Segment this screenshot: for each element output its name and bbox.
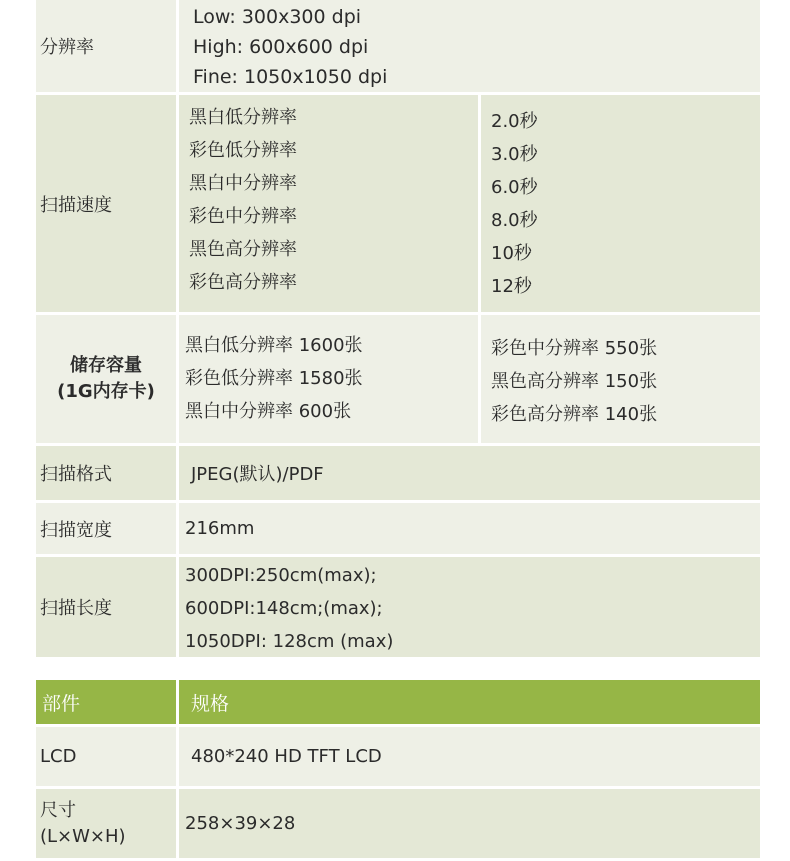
speed-time: 12秒 (491, 276, 532, 297)
resolution-row (36, 0, 760, 95)
storage-label-sub: (1G内存卡) (57, 381, 155, 402)
scan-speed-row (36, 95, 760, 315)
storage-left (179, 315, 481, 443)
scan-length-row (36, 557, 760, 657)
lcd-value: 480*240 HD TFT LCD (191, 746, 382, 767)
scan-length-line: 600DPI:148cm;(max); (185, 598, 383, 619)
resolution-high: High: 600x600 dpi (193, 36, 369, 58)
storage-item: 黑白低分辨率 1600张 (185, 335, 363, 356)
size-row (36, 789, 760, 861)
scan-speed-times (481, 95, 760, 312)
scan-length-label: 扫描长度 (36, 557, 179, 657)
storage-right (481, 315, 760, 443)
scan-speed-label: 扫描速度 (36, 95, 179, 312)
lcd-row (36, 727, 760, 789)
speed-time: 6.0秒 (491, 177, 538, 198)
parts-table-header (36, 680, 760, 727)
speed-time: 10秒 (491, 243, 532, 264)
scan-format-label: 扫描格式 (36, 446, 179, 500)
storage-item: 黑白中分辨率 600张 (185, 401, 352, 422)
size-value: 258×39×28 (185, 813, 296, 834)
resolution-values (179, 0, 760, 92)
speed-mode: 彩色高分辨率 (189, 272, 297, 293)
scan-length-line: 300DPI:250cm(max); (185, 565, 377, 586)
storage-item: 彩色高分辨率 140张 (491, 404, 658, 425)
speed-mode: 黑色高分辨率 (189, 239, 297, 260)
speed-mode: 彩色低分辨率 (189, 140, 297, 161)
speed-time: 8.0秒 (491, 210, 538, 231)
speed-mode: 黑白中分辨率 (189, 173, 297, 194)
size-label-main: 尺寸 (40, 799, 76, 821)
speed-time: 2.0秒 (491, 111, 538, 132)
storage-label (36, 315, 179, 443)
resolution-fine: Fine: 1050x1050 dpi (193, 66, 388, 88)
spec-sheet (36, 0, 760, 861)
scan-width-value: 216mm (185, 518, 255, 539)
size-label (36, 789, 179, 858)
speed-mode: 彩色中分辨率 (189, 206, 297, 227)
storage-label-main: 储存容量 (70, 355, 142, 376)
speed-time: 3.0秒 (491, 144, 538, 165)
storage-item: 彩色低分辨率 1580张 (185, 368, 363, 389)
scan-length-line: 1050DPI: 128cm (max) (185, 631, 394, 652)
resolution-label: 分辨率 (36, 0, 179, 92)
scan-format-value: JPEG(默认)/PDF (191, 464, 324, 485)
header-part: 部件 (36, 680, 179, 724)
size-label-sub: (L×W×H) (40, 825, 126, 847)
scan-format-row (36, 446, 760, 503)
scan-width-label: 扫描宽度 (36, 503, 179, 554)
storage-row (36, 315, 760, 446)
header-spec: 规格 (191, 692, 230, 715)
speed-mode: 黑白低分辨率 (189, 107, 297, 128)
storage-item: 彩色中分辨率 550张 (491, 338, 658, 359)
storage-item: 黑色高分辨率 150张 (491, 371, 658, 392)
resolution-low: Low: 300x300 dpi (193, 6, 362, 28)
scan-width-row (36, 503, 760, 557)
scan-speed-modes (179, 95, 481, 312)
lcd-label: LCD (36, 727, 179, 786)
